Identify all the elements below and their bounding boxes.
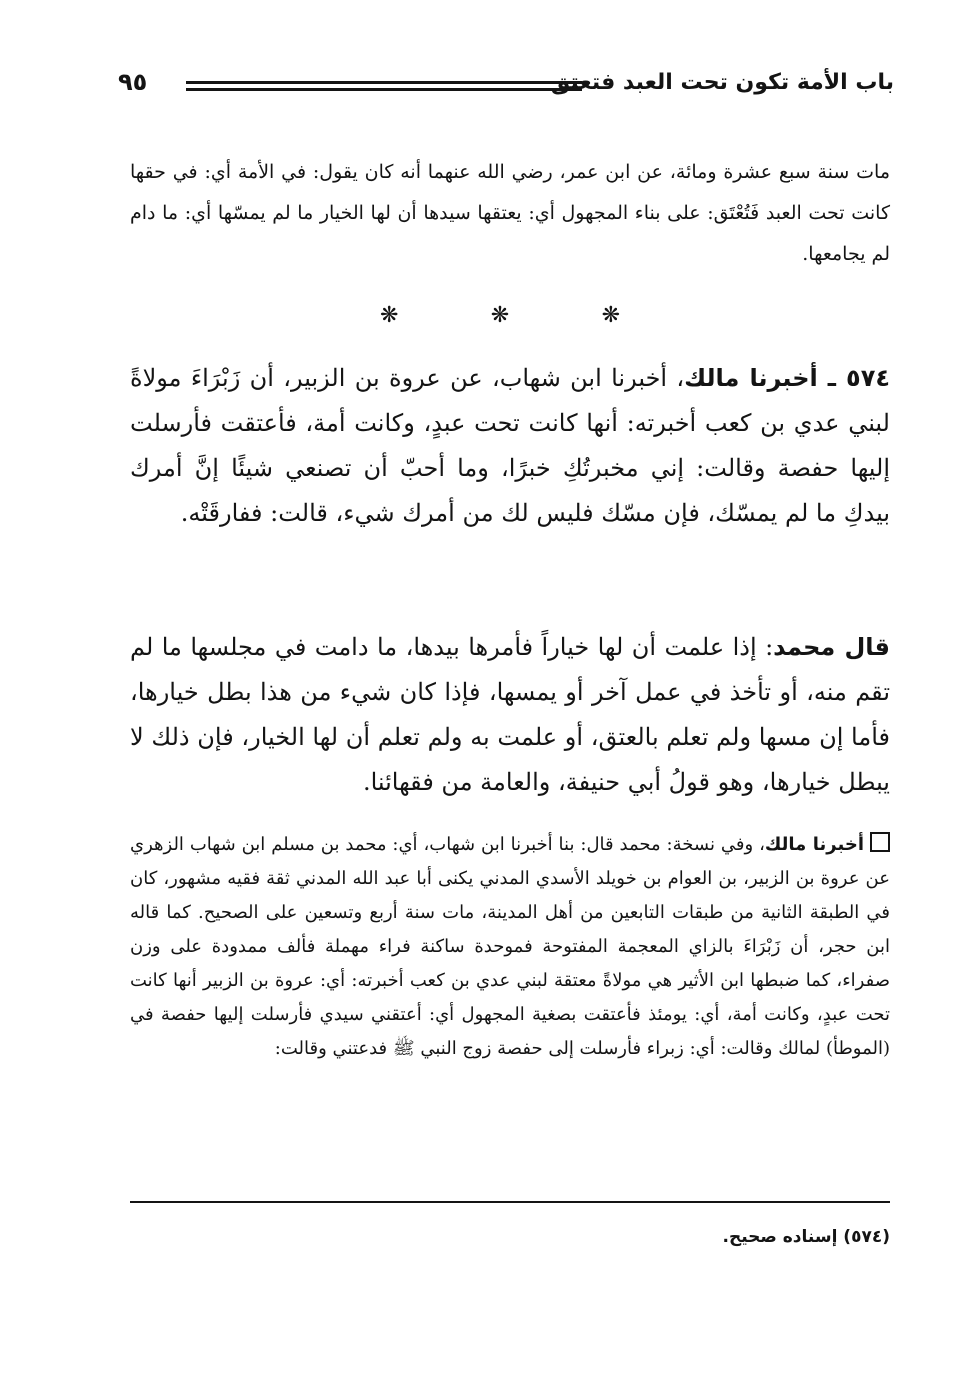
hadith-number-lead: ٥٧٤ ـ أخبرنا مالك: [684, 364, 890, 392]
qawl-body: : إذا علمت أن لها خياراً فأمرها بيدها، ما دامت في مجلسها ما لم تقم منه، أو تأخذ في عمل آخر أو يمسها، فإذا كان شيء من هذا بطل خيارها، فأما إن مسها ولم تعلم بالعتق، أو علمت به ولم تعلم أن لها الخيار، فإن ذلك لا يبطل خيارها، وهو قولُ أبي حنيفة، والعامة من فقهائنا.: [130, 633, 890, 796]
commentary-body: ، وفي نسخة: محمد قال: بنا أخبرنا ابن شهاب، أي: محمد بن مسلم ابن شهاب الزهري عن عروة بن الزبير، بن العوام بن خويلد الأسدي المدني يكنى أبا عبد الله المدني ثقة فقيه مشهور، كان في الطبقة الثانية من طبقات التابعين من أهل المدينة، مات سنة أربع وتسعين على الصحيح. كما قاله ابن حجر، أن زَبْرَاءَ بالزاي المعجمة المفتوحة فموحدة ساكنة فراء مهملة فألف ممدودة على وزن صفراء، كما ضبطها ابن الأثير هي مولاةً معتقة لبني عدي بن كعب أخبرته: أي: عروة بن الزبير أنها كانت تحت عبدٍ، وكانت أمة، أي: يومئذ فأعتقت بصغية المجهول أي: أعتقني سيدي فأرسلت إليها حفصة في (الموطأ) لمالك وقالت: أي: زبراء فأرسلت إلى حفصة زوج النبي ﷺ فدعتني وقالت:: [130, 834, 890, 1059]
qawl-muhammad: [130, 625, 890, 805]
footnote: (٥٧٤) إسناده صحيح.: [722, 1227, 890, 1247]
commentary-lead: أخبرنا مالك: [764, 834, 864, 855]
box-icon: [870, 832, 890, 852]
qawl-lead: قال محمد: [773, 633, 890, 661]
asterism-icon: ❋: [601, 303, 620, 328]
asterism-icon: ❋: [490, 303, 510, 328]
chapter-title: باب الأمة تكون تحت العبد فتعتق: [550, 70, 894, 95]
footnote-rule: [130, 1201, 890, 1203]
asterism-icon: ❋: [380, 303, 399, 328]
header-rule: [186, 81, 582, 91]
commentary-top: مات سنة سبع عشرة ومائة، عن ابن عمر، رضي الله عنهما أنه كان يقول: في الأمة أي: في حقها كانت تحت العبد فَتُعْتَق: على بناء المجهول أي: يعتقها سيدها أن لها الخيار ما لم يمسّها أي: ما دام لم يجامعها.: [130, 161, 890, 265]
commentary-main: [130, 828, 890, 1066]
page-header: [118, 64, 894, 108]
hadith-text: [130, 356, 890, 536]
page-number: ٩٥: [118, 68, 148, 96]
hadith-body: ، أخبرنا ابن شهاب، عن عروة بن الزبير، أن زَبْرَاءَ مولاةً لبني عدي بن كعب أخبرته: أنها كانت تحت عبدٍ، وكانت أمة، فأعتقت فأرسلت إليها حفصة وقالت: إني مخبرتُكِ خبرًا، وما أحبّ أن تصنعي شيئًا إنَّ أمرك بيدكِ ما لم يمسّك، فإن مسّك فليس لك من أمرك شيء، قالت: ففارقَتْه.: [130, 364, 890, 527]
section-separator: [380, 303, 620, 328]
